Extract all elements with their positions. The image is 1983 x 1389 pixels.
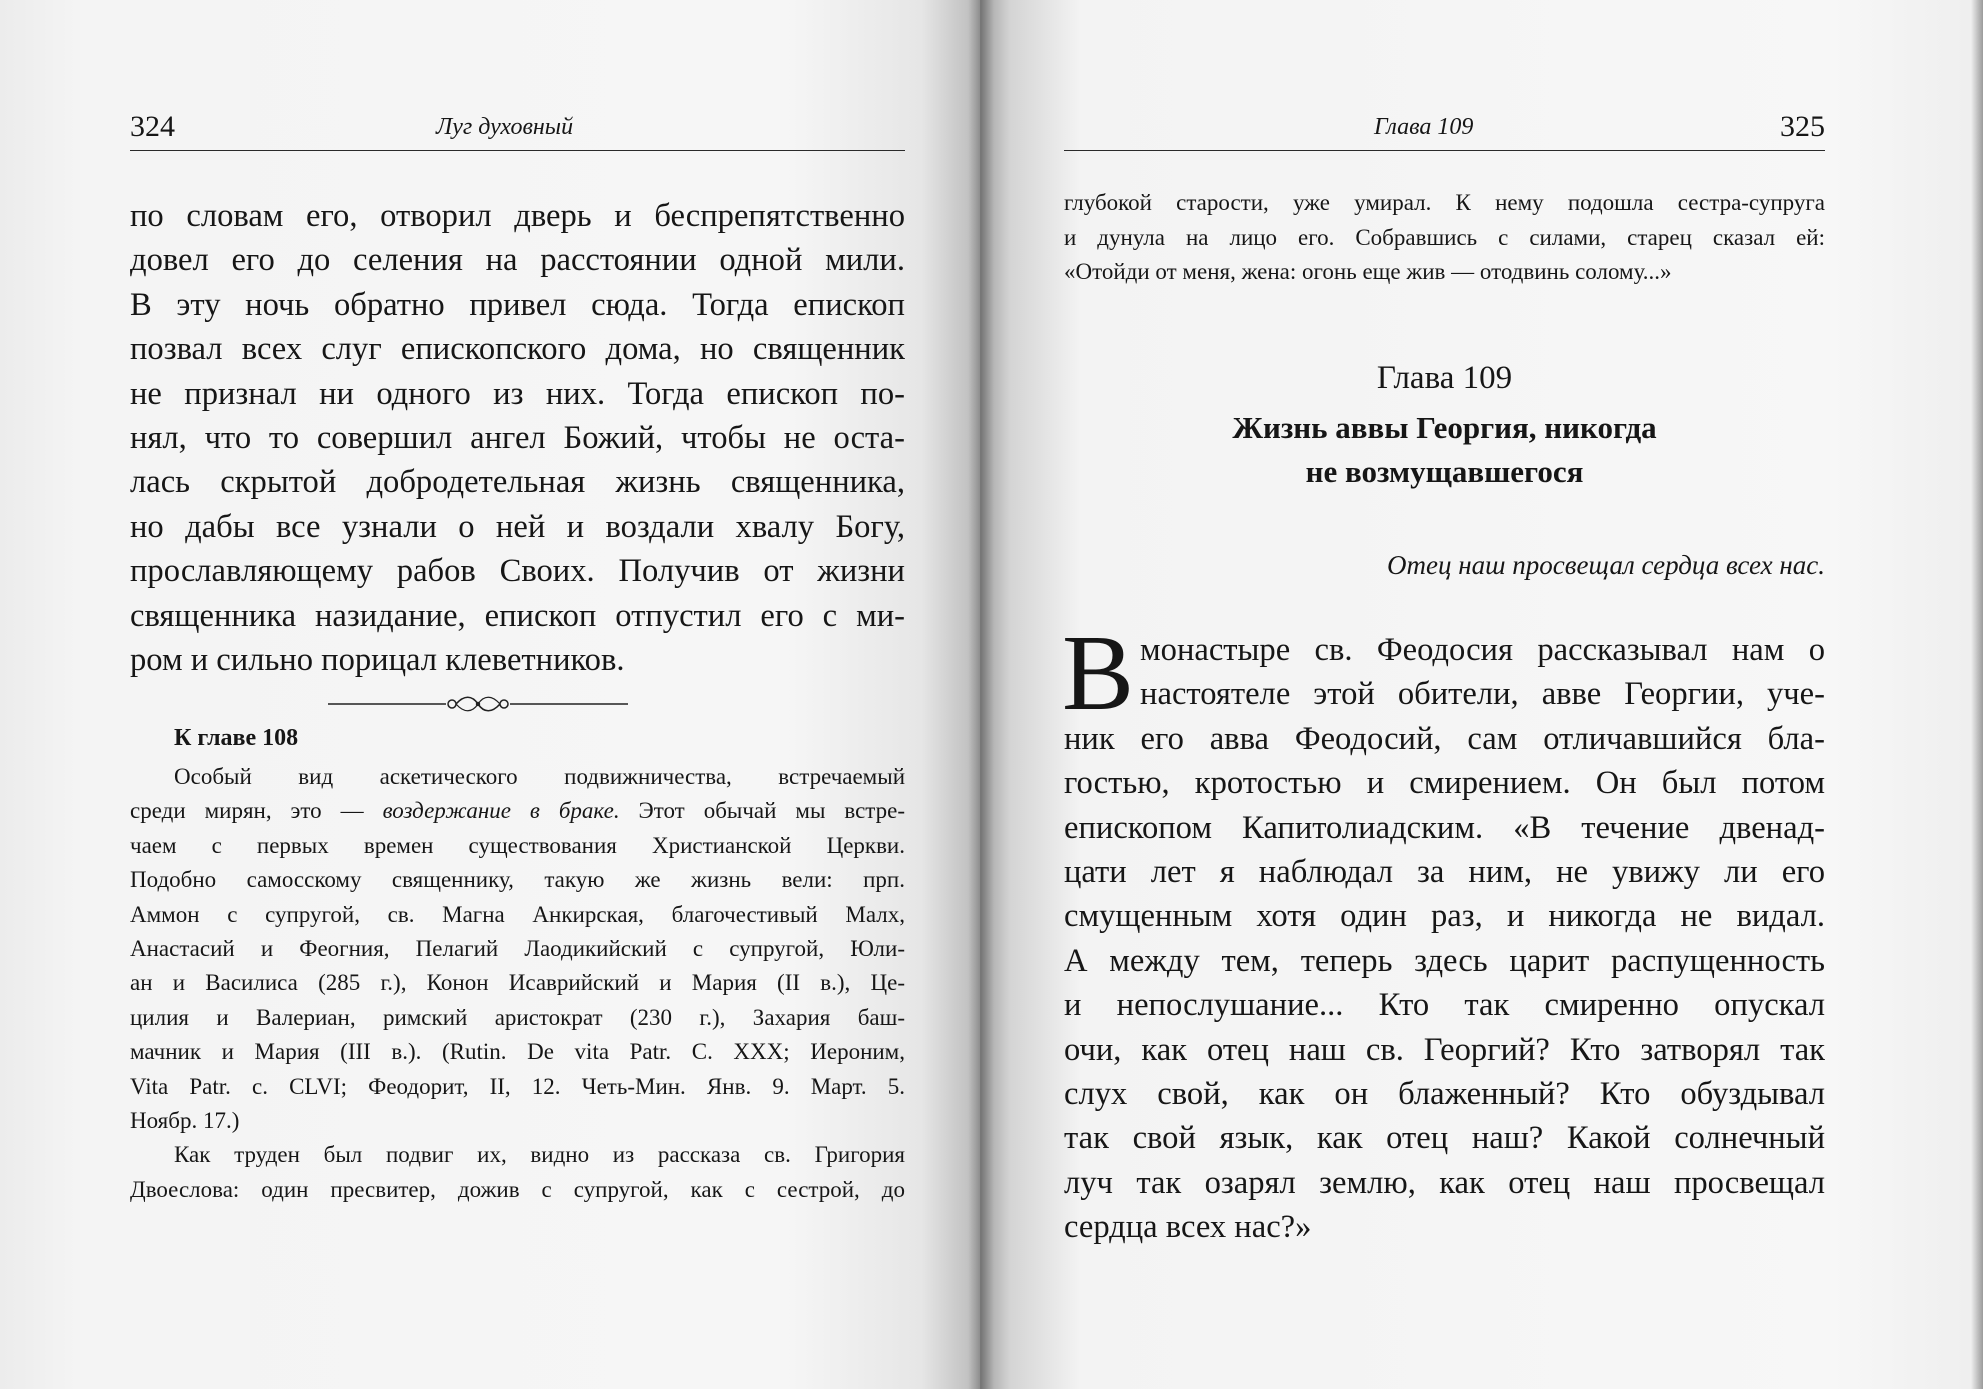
- text-line: нял, что то совершил ангел Божий, чтобы не оста-: [130, 420, 905, 457]
- book-gutter: [968, 0, 994, 1389]
- text-line: смущенным хотя один раз, и никогда не видал.: [1064, 898, 1825, 935]
- right-running-title: Глава 109: [1374, 114, 1474, 140]
- right-running-header: [1064, 104, 1825, 151]
- right-page-number: 325: [1780, 110, 1825, 143]
- chapter-title-line: Жизнь аввы Георгия, никогда: [1232, 410, 1657, 445]
- text-line: цати лет я наблюдал за ним, не увижу ли его: [1064, 854, 1825, 891]
- text-line: луч так озарял землю, как отец наш просвещал: [1064, 1164, 1825, 1201]
- page-edge-shadow: [1971, 0, 1983, 1389]
- note-heading: К главе 108: [174, 725, 299, 751]
- left-page: [0, 0, 980, 1389]
- chapter-number: Глава 109: [1376, 360, 1513, 396]
- text-line: но дабы все узнали о ней и воздали хвалу Богу,: [130, 508, 905, 545]
- left-running-title: Луг духовный: [436, 114, 574, 140]
- text-line: А между тем, теперь здесь царит распущенность: [1064, 942, 1825, 979]
- epigraph: Отец наш просвещал сердца всех нас.: [1387, 550, 1825, 580]
- note-emphasis: воздержание в браке.: [382, 798, 620, 824]
- right-main-text: [1062, 614, 1825, 1250]
- note-line: Особый вид аскетического подвижничества, встречаемый: [174, 764, 905, 789]
- text-line: лась скрытой добродетельная жизнь священника,: [130, 464, 905, 501]
- chapter-title-line: не возмущавшегося: [1305, 454, 1584, 489]
- left-main-text: [130, 194, 905, 682]
- note-fragment: Этот обычай мы встре-: [619, 798, 906, 824]
- text-line: слух свой, как он блаженный? Кто обуздывал: [1064, 1076, 1825, 1113]
- note-line: Анастасий и Феогния, Пелагий Лаодикийский с супругой, Юли-: [130, 936, 905, 962]
- text-line: ник его авва Феодосий, сам отличавшийся бла-: [1064, 720, 1825, 757]
- text-line: епископом Капитолиадским. «В течение двенад-: [1064, 809, 1825, 846]
- note-line: Подобно самосскому священнику, такую же жизнь вели: прп.: [130, 867, 905, 893]
- note-line: цилия и Валериан, римский аристократ (230 г.), Захария баш-: [130, 1004, 905, 1030]
- text-line: сердца всех нас?»: [1064, 1209, 1312, 1246]
- text-line: и непослушание... Кто так смиренно опускал: [1064, 987, 1825, 1024]
- text-line: прославляющему рабов Своих. Получив от жизни: [130, 553, 905, 590]
- note-line: Двоеслова: один пресвитер, дожив с супругой, как с сестрой, до: [130, 1176, 905, 1202]
- text-line: настоятеле этой обители, авве Георгии, уче-: [1140, 676, 1825, 713]
- note-line: Аммон с супругой, св. Магна Анкирская, благочестивый Малх,: [130, 901, 905, 927]
- note-line: и дунула на лицо его. Собравшись с силами, старец сказал ей:: [1064, 224, 1825, 250]
- right-continued-text: [1064, 186, 1825, 290]
- text-line: монастыре св. Феодосия рассказывал нам о: [1140, 632, 1825, 668]
- note-line: чаем с первых времен существования Христианской Церкви.: [130, 832, 905, 858]
- text-line: ром и сильно порицал клеветников.: [130, 642, 625, 679]
- text-line: священника назидание, епископ отпустил его с ми-: [130, 597, 905, 634]
- note-line: глубокой старости, уже умирал. К нему подошла сестра-супруга: [1064, 190, 1825, 215]
- text-line: позвал всех слуг епископского дома, но священник: [130, 331, 905, 368]
- chapter-title: [1064, 406, 1825, 494]
- left-page-number: 324: [130, 110, 175, 143]
- note-line: Как труден был подвиг их, видно из рассказа св. Григория: [174, 1142, 905, 1168]
- note-fragment: среди мирян, это —: [130, 798, 383, 824]
- right-page: [980, 0, 1983, 1389]
- note-line: мачник и Мария (III в.). (Rutin. De vita Patr. C. XXX; Иероним,: [130, 1039, 905, 1065]
- text-line: по словам его, отворил дверь и беспрепятственно: [130, 198, 905, 234]
- note-line-mixed: [130, 794, 905, 828]
- text-line: В эту ночь обратно привел сюда. Тогда епископ: [130, 286, 905, 323]
- left-running-header: [130, 104, 905, 151]
- note-line: «Отойди от меня, жена: огонь еще жив — отодвинь солому...»: [1064, 259, 1672, 285]
- ornament-divider-icon: [328, 693, 628, 715]
- note-line: Vita Patr. c. CLVI; Феодорит, II, 12. Четь-Мин. Янв. 9. Март. 5.: [130, 1073, 905, 1099]
- left-note-text: [130, 760, 905, 1207]
- text-line: не признал ни одного из них. Тогда епископ по-: [130, 375, 905, 412]
- text-line: довел его до селения на расстоянии одной мили.: [130, 242, 905, 279]
- text-line: так свой язык, как отец наш? Какой солнечный: [1064, 1120, 1825, 1157]
- drop-cap: В: [1062, 614, 1135, 733]
- text-line: гостью, кротостью и смирением. Он был потом: [1064, 765, 1825, 802]
- text-line: очи, как отец наш св. Георгий? Кто затворял так: [1064, 1031, 1825, 1068]
- note-line: ан и Василиса (285 г.), Конон Исаврийский и Мария (II в.), Це-: [130, 970, 905, 996]
- note-line: Ноябр. 17.): [130, 1108, 240, 1134]
